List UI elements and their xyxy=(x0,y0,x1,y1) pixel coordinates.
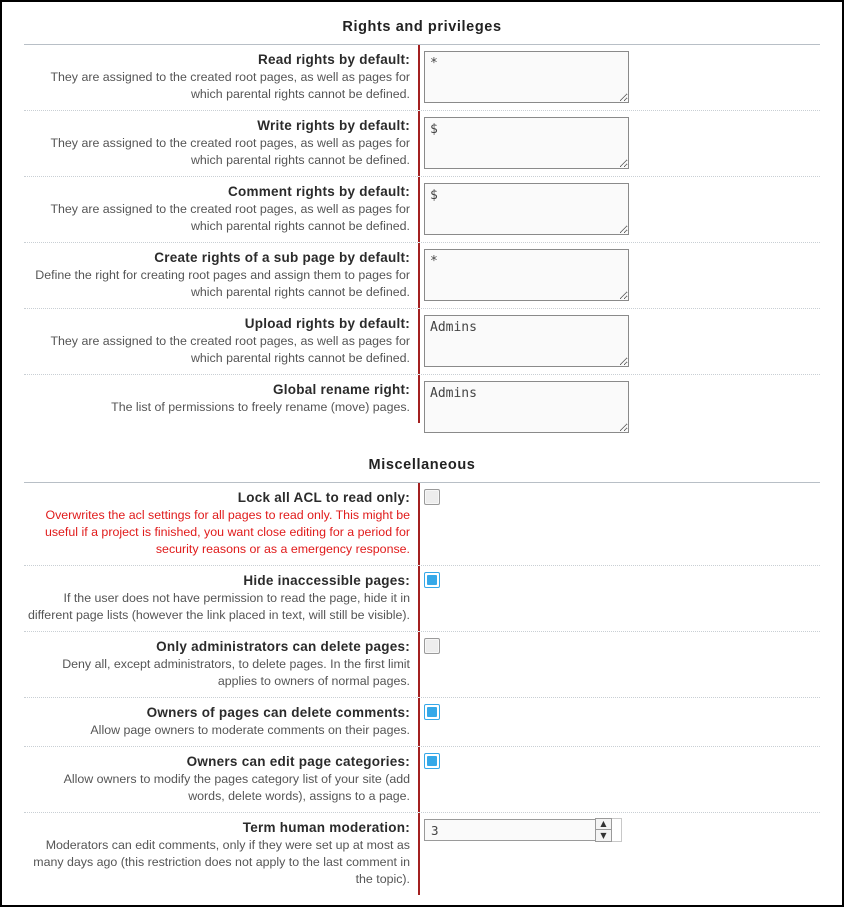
spinner-up-icon[interactable]: ▲ xyxy=(595,818,612,830)
create-rights-textarea[interactable] xyxy=(424,249,629,301)
read-rights-textarea[interactable] xyxy=(424,51,629,103)
label-title: Hide inaccessible pages: xyxy=(243,573,410,588)
label-description: Allow owners to modify the pages category list of your site (add words, delete words), assigns to a page. xyxy=(63,772,410,803)
row-control-global-rename-right xyxy=(420,375,820,440)
row-label-owners-delete-comments xyxy=(24,698,420,746)
section-1 xyxy=(24,2,820,440)
spinner-buttons xyxy=(595,818,612,842)
row-label-global-rename-right xyxy=(24,375,420,423)
row-label-read-rights xyxy=(24,45,420,110)
spinner-pad xyxy=(612,819,621,841)
row-control-read-rights xyxy=(420,45,820,110)
row-control-create-rights xyxy=(420,243,820,308)
row-label-write-rights xyxy=(24,111,420,176)
sections-container xyxy=(2,2,842,895)
label-description: If the user does not have permission to read the page, hide it in different page lists (however the link placed in text, will still be visible). xyxy=(28,591,410,622)
label-description: Overwrites the acl settings for all pages to read only. This might be useful if a project is finished, you want close editing for a period for security reasons or as a emergency response. xyxy=(44,508,410,556)
row-control-hide-inaccessible-pages xyxy=(420,566,820,597)
label-title: Upload rights by default: xyxy=(244,316,410,331)
label-title: Only administrators can delete pages: xyxy=(156,639,410,654)
row-label-owners-edit-categories xyxy=(24,747,420,812)
row-label-upload-rights xyxy=(24,309,420,374)
label-title: Create rights of a sub page by default: xyxy=(154,250,410,265)
term-human-moderation-spinner xyxy=(596,818,622,842)
only-admins-delete-pages-checkbox[interactable] xyxy=(424,638,440,654)
settings-row xyxy=(24,483,820,566)
label-title: Read rights by default: xyxy=(257,52,410,67)
row-label-comment-rights xyxy=(24,177,420,242)
label-description: Deny all, except administrators, to delete pages. In the first limit applies to owners of normal pages. xyxy=(62,657,410,688)
row-control-upload-rights xyxy=(420,309,820,374)
settings-row xyxy=(24,243,820,309)
hide-inaccessible-pages-checkbox[interactable] xyxy=(424,572,440,588)
section-2 xyxy=(24,440,820,895)
row-control-lock-all-acl xyxy=(420,483,820,514)
write-rights-textarea[interactable] xyxy=(424,117,629,169)
label-description: They are assigned to the created root pages, as well as pages for which parental rights cannot be defined. xyxy=(50,202,410,233)
label-description: They are assigned to the created root pages, as well as pages for which parental rights cannot be defined. xyxy=(50,136,410,167)
spinner-down-icon[interactable]: ▼ xyxy=(595,830,612,842)
comment-rights-textarea[interactable] xyxy=(424,183,629,235)
row-control-owners-edit-categories xyxy=(420,747,820,778)
row-label-create-rights xyxy=(24,243,420,308)
owners-delete-comments-checkbox[interactable] xyxy=(424,704,440,720)
settings-row xyxy=(24,632,820,698)
settings-row xyxy=(24,177,820,243)
label-description: Define the right for creating root pages and assign them to pages for which parental rights cannot be defined. xyxy=(35,268,410,299)
section-title: Rights and privileges xyxy=(342,19,502,35)
row-control-write-rights xyxy=(420,111,820,176)
label-title: Lock all ACL to read only: xyxy=(237,490,410,505)
settings-row xyxy=(24,111,820,177)
row-control-comment-rights xyxy=(420,177,820,242)
row-label-lock-all-acl xyxy=(24,483,420,565)
settings-row xyxy=(24,375,820,440)
settings-row xyxy=(24,698,820,747)
row-control-term-human-moderation xyxy=(420,813,820,849)
settings-row xyxy=(24,747,820,813)
settings-row xyxy=(24,309,820,375)
label-title: Write rights by default: xyxy=(257,118,410,133)
label-description: Moderators can edit comments, only if they were set up at most as many days ago (this restriction does not apply to the last comment in the topic). xyxy=(33,838,410,886)
section-title: Miscellaneous xyxy=(368,457,476,473)
term-human-moderation-number-group xyxy=(424,819,622,842)
label-title: Comment rights by default: xyxy=(227,184,410,199)
label-title: Owners of pages can delete comments: xyxy=(146,705,410,720)
label-title: Term human moderation: xyxy=(242,820,410,835)
label-description: The list of permissions to freely rename (move) pages. xyxy=(111,400,410,414)
row-control-only-admins-delete-pages xyxy=(420,632,820,663)
upload-rights-textarea[interactable] xyxy=(424,315,629,367)
label-title: Owners can edit page categories: xyxy=(186,754,410,769)
global-rename-right-textarea[interactable] xyxy=(424,381,629,433)
row-label-only-admins-delete-pages xyxy=(24,632,420,697)
label-title: Global rename right: xyxy=(272,382,410,397)
term-human-moderation-input[interactable] xyxy=(424,819,596,841)
row-label-hide-inaccessible-pages xyxy=(24,566,420,631)
label-description: They are assigned to the created root pages, as well as pages for which parental rights cannot be defined. xyxy=(50,334,410,365)
settings-row xyxy=(24,813,820,895)
lock-all-acl-checkbox[interactable] xyxy=(424,489,440,505)
label-description: Allow page owners to moderate comments on their pages. xyxy=(90,723,410,737)
settings-row xyxy=(24,566,820,632)
settings-row xyxy=(24,45,820,111)
label-description: They are assigned to the created root pages, as well as pages for which parental rights cannot be defined. xyxy=(50,70,410,101)
row-label-term-human-moderation xyxy=(24,813,420,895)
row-control-owners-delete-comments xyxy=(420,698,820,729)
owners-edit-categories-checkbox[interactable] xyxy=(424,753,440,769)
